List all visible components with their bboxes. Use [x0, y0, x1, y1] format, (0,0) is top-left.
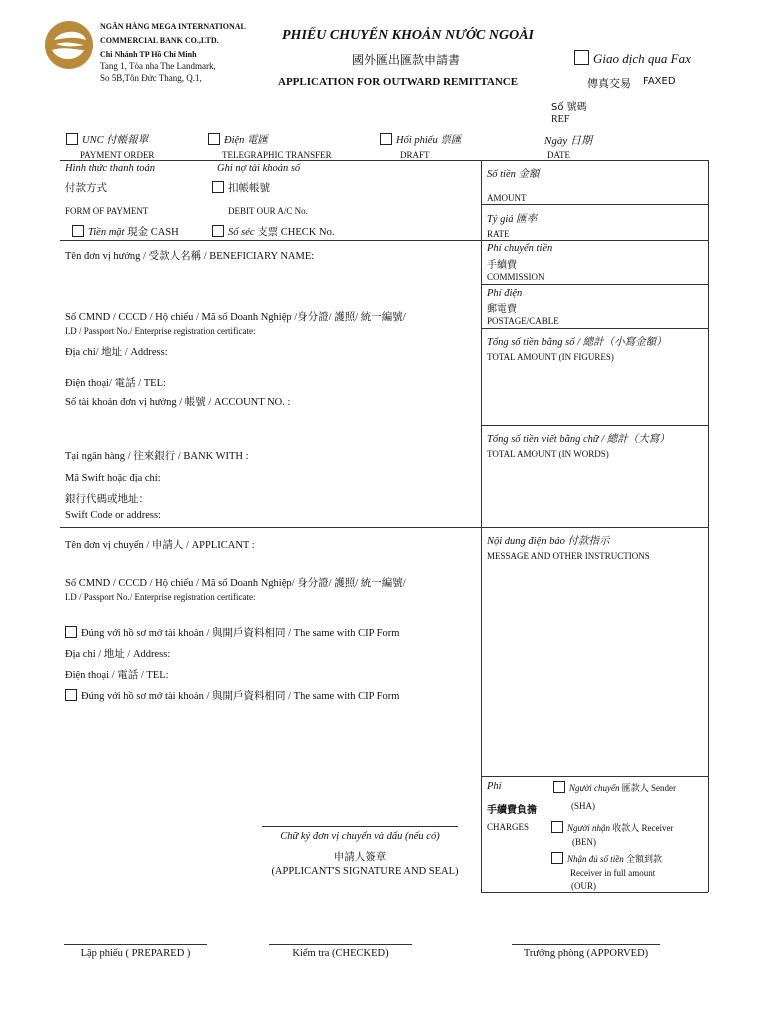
bank-address-line2: So 5B,Tôn Đức Thang, Q.1, [100, 73, 202, 83]
applicant-id-label-2: I.D / Passport No./ Enterprise registration certificate: [65, 592, 256, 602]
telegraphic-label: Điện 電匯 [224, 135, 269, 146]
checked-label: Kiểm tra (CHECKED) [292, 948, 389, 959]
beneficiary-id-label-2: I.D / Passport No./ Enterprise registration certificate: [65, 326, 256, 336]
ref-label-vn: Số 號碼 [551, 102, 587, 113]
draft-option[interactable] [380, 132, 461, 147]
bank-with-label: Tại ngân hàng / 往來銀行 / BANK WITH : [65, 451, 249, 462]
approved-line [512, 944, 660, 945]
total-figures-label-vn: Tổng số tiền bằng số / 總計（小寫金額） [487, 337, 667, 348]
checked-line [269, 944, 412, 945]
rate-label-vn: Tỷ giá 匯率 [487, 214, 538, 225]
full-amount-label-2: Receiver in full amount [570, 868, 656, 878]
payment-method-label-cn: 付款方式 [65, 182, 107, 194]
draft-label: Hối phiếu 票匯 [396, 135, 462, 146]
beneficiary-id-label-1: Số CMND / CCCD / Hộ chiếu / Mã số Doanh Nghiệp /身分證/ 護照/ 統一編號/ [65, 312, 406, 323]
same-cip-option-2[interactable] [65, 688, 399, 703]
signature-label-cn: 申請人簽章 [333, 851, 387, 863]
title-vn: PHIẾU CHUYỂN KHOẢN NƯỚC NGOÀI [282, 28, 534, 43]
telegraphic-option[interactable] [208, 132, 268, 147]
commission-label-en: COMMISSION [487, 272, 545, 282]
amount-line [481, 204, 708, 205]
beneficiary-address-label: Địa chỉ/ 地址 / Address: [65, 347, 168, 358]
left-divider-applicant [60, 527, 708, 528]
fax-label-vn: Giao dịch qua Fax [593, 51, 691, 66]
sha-label: (SHA) [571, 801, 595, 811]
bank-address-line1: Tang 1, Tòa nha The Landmark, [100, 61, 216, 71]
bank-name-line2: COMMERCIAL BANK CO.,LTD. [100, 36, 219, 45]
unc-checkbox[interactable] [66, 133, 78, 145]
beneficiary-name-label: Tên đơn vị hưởng / 受款人名稱 / BENEFICIARY NAME: [65, 251, 315, 262]
sender-checkbox[interactable] [553, 781, 565, 793]
full-amount-label-vn: Nhận đủ số tiền [567, 854, 624, 864]
full-amount-label: 全額到款 [623, 854, 663, 864]
signature-label-en: (APPLICANT'S SIGNATURE AND SEAL) [271, 866, 459, 877]
receiver-label-vn: Người nhận [567, 823, 610, 833]
total-words-label-en: TOTAL AMOUNT (IN WORDS) [487, 449, 609, 459]
prepared-label: Lập phiếu ( PREPARED ) [80, 948, 191, 959]
bank-name-line1: NGÂN HÀNG MEGA INTERNATIONAL [100, 22, 246, 31]
telegraphic-label-en: TELEGRAPHIC TRANSFER [222, 150, 332, 160]
bank-logo [44, 20, 94, 70]
check-label-vn: Số séc [228, 227, 255, 238]
same-cip-option-1[interactable] [65, 625, 399, 640]
sender-option[interactable] [553, 781, 676, 794]
same-cip-checkbox-2[interactable] [65, 689, 77, 701]
unc-label: UNC 付帳報單 [82, 135, 149, 146]
rate-line [481, 240, 708, 241]
check-checkbox[interactable] [212, 225, 224, 237]
postage-label-en: POSTAGE/CABLE [487, 316, 559, 326]
receiver-option[interactable] [551, 821, 673, 834]
signature-label-vn: Chữ ký đơn vị chuyển và dấu (nếu có) [280, 831, 440, 842]
bank-branch: Chi Nhánh TP Hồ Chí Minh [100, 50, 197, 59]
draft-checkbox[interactable] [380, 133, 392, 145]
approved-label: Trưởng phòng (APPORVED) [523, 948, 649, 959]
ben-label: (BEN) [572, 837, 596, 847]
receiver-checkbox[interactable] [551, 821, 563, 833]
charges-label-vn: Phí [487, 781, 502, 792]
postage-label-cn: 郵電費 [487, 304, 517, 315]
our-label: (OUR) [571, 881, 596, 891]
applicant-phone-label: Điện thoại / 電話 / TEL: [65, 670, 169, 681]
fax-label-cn: 傳真交易 [587, 77, 631, 90]
same-cip-label-2: Đúng với hồ sơ mở tài khoản / 與開戶資料相同 / The same with CIP Form [81, 691, 400, 702]
applicant-id-label-1: Số CMND / CCCD / Hộ chiếu / Mã số Doanh Nghiệp/ 身分證/ 護照/ 統一編號/ [65, 578, 406, 589]
postage-line [481, 328, 708, 329]
applicant-name-label: Tên đơn vị chuyển / 申請人 / APPLICANT : [65, 540, 255, 551]
total-figures-line [481, 425, 708, 426]
charges-label-en: CHARGES [487, 822, 530, 832]
total-figures-label-en: TOTAL AMOUNT (IN FIGURES) [487, 352, 614, 362]
debit-option[interactable] [212, 180, 270, 195]
receiver-label: 收款人 Receiver [609, 823, 674, 833]
check-option[interactable] [212, 224, 334, 239]
full-amount-option[interactable] [551, 852, 662, 865]
fax-label-en: FAXED [643, 76, 676, 87]
title-en: APPLICATION FOR OUTWARD REMITTANCE [278, 76, 519, 88]
debit-checkbox[interactable] [212, 181, 224, 193]
cash-label: 現金 CASH [124, 227, 179, 238]
fax-option[interactable] [574, 50, 691, 67]
sender-label-vn: Người chuyển [569, 783, 620, 793]
commission-label-vn: Phí chuyển tiền [487, 243, 553, 254]
cash-option[interactable] [72, 224, 179, 239]
message-label-vn: Nội dung điện báo 付款指示 [487, 536, 610, 547]
charges-line [481, 776, 708, 777]
cash-label-vn: Tiền mặt [88, 227, 125, 238]
frame-bottom-line [481, 892, 708, 893]
frame-top-line [60, 160, 708, 161]
postage-label-vn: Phí điện [487, 288, 523, 299]
beneficiary-account-label: Số tài khoản đơn vị hưởng / 帳號 / ACCOUNT NO. : [65, 397, 291, 408]
debit-label-cn: 扣帳帳號 [228, 182, 270, 194]
same-cip-label-1: Đúng với hồ sơ mở tài khoản / 與開戶資料相同 / The same with CIP Form [81, 628, 400, 639]
signature-line [262, 826, 458, 827]
amount-label-en: AMOUNT [487, 193, 527, 203]
full-amount-checkbox[interactable] [551, 852, 563, 864]
title-cn: 國外匯出匯款申請書 [352, 53, 461, 67]
frame-right-edge [708, 160, 709, 892]
applicant-address-label: Địa chỉ / 地址 / Address: [65, 649, 171, 660]
prepared-line [64, 944, 207, 945]
debit-label-vn: Ghi nợ tài khoản số [217, 163, 301, 174]
frame-divider [481, 160, 482, 892]
payment-method-label-en: FORM OF PAYMENT [65, 206, 149, 216]
date-label-en: DATE [547, 150, 570, 160]
commission-label-cn: 手續費 [487, 260, 517, 271]
unc-option[interactable] [66, 132, 148, 147]
swift-label-vn: Mã Swift hoặc địa chỉ: [65, 473, 161, 484]
message-label-en: MESSAGE AND OTHER INSTRUCTIONS [487, 551, 650, 561]
amount-label-vn: Số tiền 金額 [487, 169, 540, 180]
swift-label-cn: 銀行代碼或地址： [65, 493, 149, 505]
date-label-vn: Ngày 日期 [544, 135, 592, 147]
draft-label-en: DRAFT [400, 150, 430, 160]
beneficiary-phone-label: Điện thoại/ 電話 / TEL: [65, 378, 166, 389]
ref-label-en: REF [551, 114, 570, 125]
payment-method-label-vn: Hình thức thanh toán [65, 163, 156, 174]
unc-label-en: PAYMENT ORDER [80, 150, 155, 160]
cash-checkbox[interactable] [72, 225, 84, 237]
commission-line [481, 284, 708, 285]
total-words-label-vn: Tổng số tiền viết bằng chữ / 總計（大寫） [487, 434, 670, 445]
charges-label-cn: 手續費負擔 [487, 805, 537, 816]
swift-label-en: Swift Code or address: [65, 510, 161, 521]
telegraphic-checkbox[interactable] [208, 133, 220, 145]
debit-label-en: DEBIT OUR A/C No. [228, 206, 308, 216]
sender-label: 匯款人 Sender [619, 783, 676, 793]
rate-label-en: RATE [487, 229, 510, 239]
check-label: 支票 CHECK No. [254, 227, 335, 238]
fax-checkbox[interactable] [574, 50, 589, 65]
left-divider-beneficiary [60, 240, 481, 241]
same-cip-checkbox-1[interactable] [65, 626, 77, 638]
